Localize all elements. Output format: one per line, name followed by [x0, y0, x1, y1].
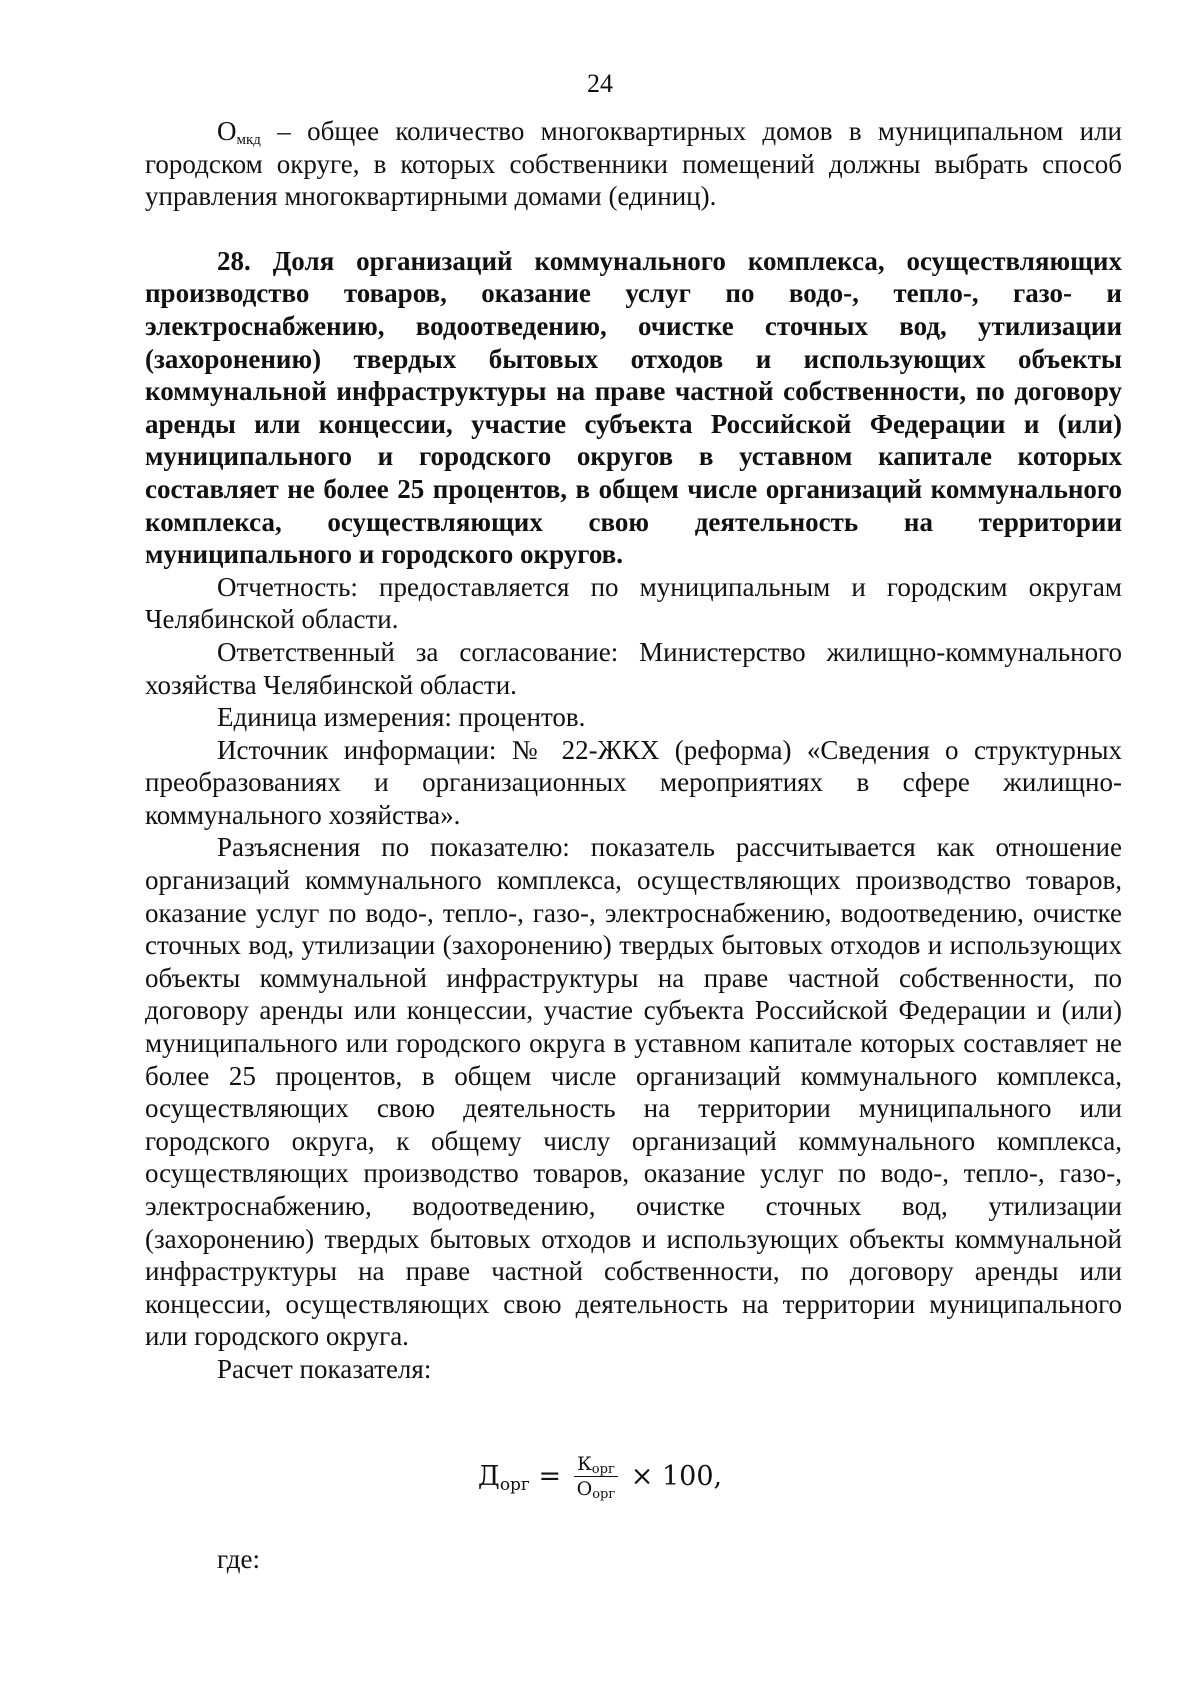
explanation-paragraph: Разъяснения по показателю: показатель рассчитывается как отношение организаций коммунального комплекса, осуществляющих производство товаров, оказание услуг по водо-, тепло-, газо-, электроснабжению, водоотведению, очистке сточных вод, утилизации (захоронению) твердых бытовых отходов и использующих объекты коммунальной инфраструктуры на праве частной собственности, по договору аренды или концессии, участие субъекта Российской Федерации и (или) муниципального или городского округа в уставном капитале которых составляет не более 25 процентов, в общем числе организаций коммунального комплекса, осуществляющих свою деятельность на территории муниципального или городского округа, к общему числу организаций коммунального комплекса, осуществляющих производство товаров, оказание услуг по водо-, тепло-, газо-, электроснабжению, водоотведению, очистке сточных вод, утилизации (захоронению) твердых бытовых отходов и использующих объекты коммунальной инфраструктуры на праве частной собственности, по договору аренды или концессии, осуществляющих свою деятельность на территории муниципального или городского округа. [145, 832, 1122, 1352]
where-label: где: [217, 1544, 260, 1574]
responsible-paragraph: Ответственный за согласование: Министерство жилищно-коммунального хозяйства Челябинской области. [145, 636, 1122, 700]
formula-multiplier: × 100, [630, 1460, 723, 1492]
unit-paragraph: Единица измерения: процентов. [217, 702, 586, 733]
formula-fraction [574, 1452, 619, 1501]
formula-lhs: $Д_{орг}$ [477, 1460, 530, 1495]
formula-numerator: $К_{орг}$ [574, 1452, 619, 1477]
page-number: 24 [587, 69, 613, 98]
omkd-symbol: $О_{мкд}$ [217, 116, 261, 148]
formula-equals: = [538, 1460, 562, 1492]
section-heading: 28. Доля организаций коммунального комплекса, осуществляющих производство товаров, оказание услуг по водо-, тепло-, газо- и электроснабжению, водоотведению, очистке сточных вод, утилизации (захоронению) твердых бытовых отходов и использующих объекты коммунальной инфраструктуры на праве частной собственности, по договору аренды или концессии, участие субъекта Российской Федерации и (или) муниципального и городского округов в уставном капитале которых составляет не более 25 процентов, в общем числе организаций коммунального комплекса, осуществляющих свою деятельность на территории муниципального и городского округов. [145, 245, 1122, 570]
source-paragraph: Источник информации: № 22-ЖКХ (реформа) «Сведения о структурных преобразованиях и организационных мероприятиях в сфере жилищно-коммунального хозяйства». [145, 734, 1122, 830]
calculation-formula [0, 1452, 1200, 1501]
document-body [145, 115, 1122, 1386]
omkd-definition [145, 115, 1122, 213]
calculation-label: Расчет показателя: [217, 1353, 432, 1384]
reporting-paragraph: Отчетность: предоставляется по муниципальным и городским округам Челябинской области. [145, 571, 1122, 635]
omkd-definition-text: – общее количество многоквартирных домов в муниципальном или городском округе, в которых собственники помещений должны выбрать способ управления многоквартирными домами (единиц). [145, 116, 1122, 212]
formula-denominator: $О_{орг}$ [576, 1478, 616, 1502]
